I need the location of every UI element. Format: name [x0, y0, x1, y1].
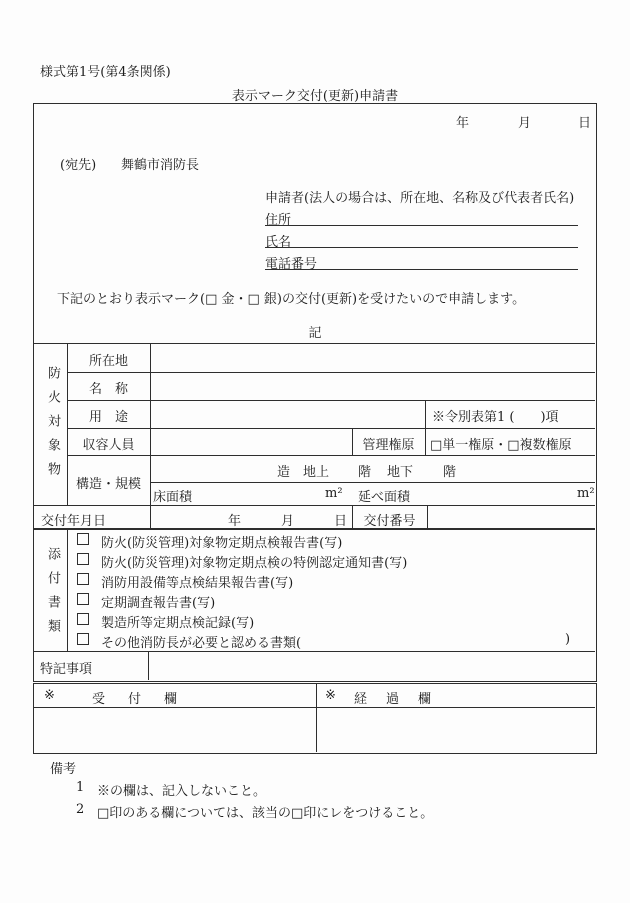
authority-options[interactable]: □単一権原・□複数権原 — [430, 438, 572, 453]
issue-year-label: 年 — [228, 514, 242, 529]
remark-text: □印のある欄については、該当の□印にレをつけること。 — [97, 806, 434, 821]
reception-label: 受 付 欄 — [92, 692, 183, 707]
table-line — [150, 482, 595, 483]
special-notes-label: 特記事項 — [40, 662, 93, 677]
property-group-label: 防火対象物 — [45, 366, 60, 486]
checkbox-icon[interactable] — [77, 633, 89, 645]
issue-month-label: 月 — [281, 514, 295, 529]
issue-number-cell[interactable] — [428, 506, 594, 527]
use-value-cell[interactable] — [151, 401, 424, 427]
special-notes-cell[interactable] — [149, 652, 594, 679]
progress-label: 経 過 欄 — [354, 692, 435, 707]
date-day-label: 日 — [578, 116, 592, 131]
floor-area-unit: m² — [325, 486, 343, 501]
total-area-label: 延べ面積 — [358, 490, 411, 505]
applicant-note: 申請者(法人の場合は、所在地、名称及び代表者氏名) — [265, 191, 575, 206]
reception-area[interactable] — [34, 708, 315, 751]
reception-marker: ※ — [44, 688, 55, 703]
form-number: 様式第1号(第4条関係) — [40, 65, 171, 80]
address-label: 住所 — [265, 213, 292, 228]
capacity-label: 収容人員 — [82, 438, 135, 453]
issue-date-label: 交付年月日 — [41, 514, 107, 529]
checkbox-icon[interactable] — [77, 553, 89, 565]
location-value-cell[interactable] — [151, 344, 594, 371]
date-month-label: 月 — [518, 116, 532, 131]
page-title: 表示マーク交付(更新)申請書 — [231, 89, 399, 104]
phone-label: 電話番号 — [265, 257, 318, 272]
checkbox-icon[interactable] — [77, 533, 89, 545]
attachments-group-label: 添付書類 — [45, 547, 60, 643]
remark-number: 1 — [76, 780, 85, 795]
floor-area-label: 床面積 — [153, 490, 193, 505]
name-label: 氏名 — [265, 235, 292, 250]
issue-day-label: 日 — [334, 514, 348, 529]
remark-text: ※の欄は、記入しないこと。 — [97, 784, 267, 799]
structure-token-chijo: 地上 — [303, 465, 330, 480]
addressee-prefix: (宛先) — [60, 158, 97, 173]
remark-number: 2 — [76, 802, 85, 817]
checkbox-icon[interactable] — [77, 573, 89, 585]
section-marker: 記 — [308, 326, 322, 341]
table-line — [67, 455, 595, 456]
attachment-item-suffix: ) — [565, 632, 571, 647]
attachment-item: 防火(防災管理)対象物定期点検の特例認定通知書(写) — [101, 556, 408, 571]
remarks-label: 備考 — [50, 762, 77, 777]
capacity-value-cell[interactable] — [151, 429, 351, 454]
structure-token-chika: 地下 — [387, 465, 414, 480]
name-value-cell[interactable] — [151, 373, 594, 399]
table-line — [67, 530, 68, 651]
structure-token-kai2: 階 — [443, 465, 457, 480]
use-note: ※令別表第1 ( )項 — [432, 410, 559, 425]
attachment-item: 定期調査報告書(写) — [101, 596, 216, 611]
name-field[interactable] — [265, 231, 578, 248]
total-area-unit: m² — [577, 486, 595, 501]
addressee-name: 舞鶴市消防長 — [121, 158, 200, 173]
checkbox-icon[interactable] — [77, 613, 89, 625]
progress-area[interactable] — [317, 708, 594, 751]
request-statement: 下記のとおり表示マーク(□ 金・□ 銀)の交付(更新)を受けたいので申請します。 — [57, 292, 526, 307]
table-line — [33, 528, 595, 530]
structure-label: 構造・規模 — [75, 477, 141, 492]
table-line — [425, 400, 426, 455]
name-row-label: 名 称 — [88, 382, 128, 397]
attachment-item: 防火(防災管理)対象物定期点検報告書(写) — [101, 536, 343, 551]
issue-number-label: 交付番号 — [363, 514, 416, 529]
attachment-item: 消防用設備等点検結果報告書(写) — [101, 576, 294, 591]
location-label: 所在地 — [88, 354, 128, 369]
progress-marker: ※ — [325, 688, 336, 703]
authority-label: 管理権原 — [362, 438, 415, 453]
date-year-label: 年 — [456, 116, 470, 131]
address-field[interactable] — [265, 209, 578, 226]
phone-field[interactable] — [265, 253, 578, 270]
attachment-item: 製造所等定期点検記録(写) — [101, 616, 255, 631]
checkbox-icon[interactable] — [77, 593, 89, 605]
use-row-label: 用 途 — [88, 410, 128, 425]
structure-token-kai1: 階 — [358, 465, 372, 480]
structure-token-zou: 造 — [277, 465, 291, 480]
attachment-item: その他消防長が必要と認める書類( — [101, 636, 302, 651]
